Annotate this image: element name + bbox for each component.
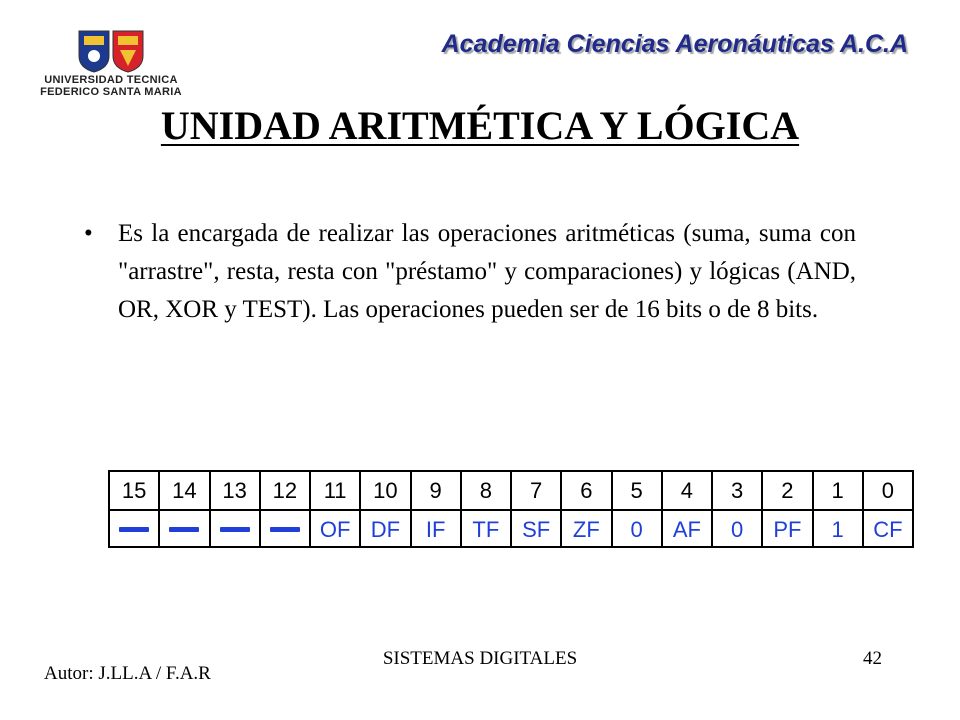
bullet-paragraph: Es la encargada de realizar las operaciones aritméticas (suma, suma con "arrastre", resta, resta con "préstamo" y comparaciones) y lógicas (AND, OR, XOR y TEST). Las operaciones pueden ser de 16 bits o de 8 bits. [118, 220, 856, 323]
flag-cell-zf: ZF [562, 511, 612, 548]
footer-course: SISTEMAS DIGITALES [382, 648, 578, 669]
bullet-list [84, 215, 856, 329]
bit-number-cell: 11 [311, 472, 361, 509]
reserved-dash [270, 527, 300, 532]
slide-title: UNIDAD ARITMÉTICA Y LÓGICA [160, 103, 800, 148]
bit-number-cell: 5 [613, 472, 663, 509]
flag-cell-bit3: 0 [713, 511, 763, 548]
flag-reserved-cell [261, 511, 311, 548]
bit-number-cell: 7 [512, 472, 562, 509]
reserved-dash [119, 527, 149, 532]
bit-number-cell: 6 [562, 472, 612, 509]
university-name-line1: UNIVERSIDAD TECNICA [44, 74, 178, 86]
bullet-marker: • [84, 220, 93, 247]
bit-number-cell: 9 [412, 472, 462, 509]
reserved-dash [169, 527, 199, 532]
flag-cell-tf: TF [462, 511, 512, 548]
bit-number-cell: 12 [261, 472, 311, 509]
bit-number-cell: 4 [663, 472, 713, 509]
bit-number-cell: 2 [763, 472, 813, 509]
bit-number-row [110, 472, 912, 511]
academy-name: Academia Ciencias Aeronáuticas A.C.A [441, 30, 908, 58]
university-logo [36, 28, 186, 103]
flag-reserved-cell [110, 511, 160, 548]
flags-register-table [108, 470, 914, 548]
flag-cell-af: AF [663, 511, 713, 548]
flag-reserved-cell [160, 511, 210, 548]
flag-cell-if: IF [412, 511, 462, 548]
flag-cell-sf: SF [512, 511, 562, 548]
university-name-line2: FEDERICO SANTA MARIA [40, 86, 182, 98]
reserved-dash [220, 527, 250, 532]
flag-cell-bit5: 0 [613, 511, 663, 548]
bit-number-cell: 0 [881, 477, 894, 503]
page-number: 42 [863, 648, 882, 669]
flag-cell-of: OF [311, 511, 361, 548]
flag-row [110, 511, 912, 548]
bit-number-cell: 8 [462, 472, 512, 509]
bit-number-cell: 3 [713, 472, 763, 509]
bit-number-cell: 1 [814, 472, 864, 509]
flag-cell-cf: CF [873, 516, 903, 542]
bit-number-cell: 10 [361, 472, 411, 509]
footer-author: Autor: J.LL.A / F.A.R [44, 663, 211, 684]
university-crest-icon [75, 28, 147, 74]
flag-reserved-cell [211, 511, 261, 548]
bit-number-cell: 13 [211, 472, 261, 509]
flag-cell-df: DF [361, 511, 411, 548]
flag-cell-bit1: 1 [814, 511, 864, 548]
flag-cell-pf: PF [763, 511, 813, 548]
bit-number-cell: 14 [160, 472, 210, 509]
bit-number-cell: 15 [110, 472, 160, 509]
